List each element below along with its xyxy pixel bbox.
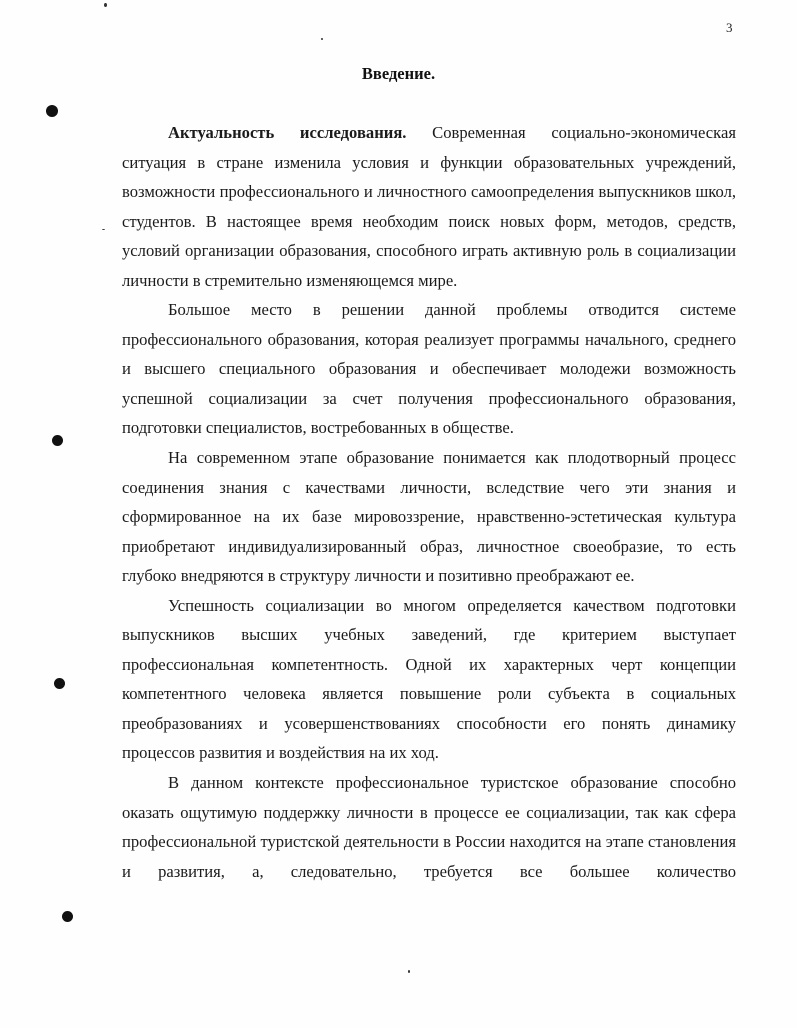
punch-hole-mark bbox=[46, 105, 58, 117]
paragraph-relevance bbox=[122, 118, 736, 295]
punch-hole-mark bbox=[62, 911, 73, 922]
punch-hole-mark bbox=[54, 678, 65, 689]
paragraph-text: Успешность социализации во многом определяется качеством подготовки выпускников высших учебных заведений, где критерием выступает профессиональная компетентность. Одной их характерных черт концепции компетентного человека является повышение роли субъекта в социальных преобразованиях и усовершенствованиях способности его понять динамику процессов развития и воздействия на их ход. bbox=[122, 595, 736, 763]
paragraph-socialization-success bbox=[122, 591, 736, 768]
paragraph-text: В данном контексте профессиональное туристское образование способно оказать ощутимую поддержку личности в процессе ее социализации, так как сфера профессиональной туристской деятельности в России находится на этапе становления и развития, а, следовательно, требуется все большее количество bbox=[122, 773, 736, 881]
page-number: 3 bbox=[726, 20, 733, 35]
paragraph-text: Современная социально-экономическая ситуация в стране изменила условия и функции образовательных учреждений, возможности профессионального и личностного самоопределения выпускников школ, студентов. В настоящее время необходим поиск новых форм, методов, средств, условий организации образования, способного играть активную роль в социализации личности в стремительно изменяющемся мире. bbox=[122, 123, 736, 290]
scan-speck bbox=[408, 970, 410, 973]
punch-hole-mark bbox=[52, 435, 63, 446]
scan-speck bbox=[321, 38, 323, 40]
scan-speck bbox=[104, 3, 107, 7]
paragraph-lead: Актуальность исследования. bbox=[168, 123, 407, 142]
paragraph-vocational-system bbox=[122, 295, 736, 443]
paragraph-text: На современном этапе образование понимается как плодотворный процесс соединения знания с качествами личности, вследствие чего эти знания и сформированное на их базе мировоззрение, нравственно-эстетическая культура приобретают индивидуализированный образ, личностное своеобразие, то есть глубоко внедряются в структуру личности и позитивно преображают ее. bbox=[122, 448, 736, 586]
page-title: Введение. bbox=[361, 64, 436, 83]
scan-speck bbox=[102, 229, 105, 230]
paragraph-tourism-education bbox=[122, 768, 736, 886]
body-text bbox=[122, 118, 736, 886]
paragraph-text: Большое место в решении данной проблемы отводится системе профессионального образования, которая реализует программы начального, среднего и высшего специального образования и обеспечивает молодежи возможность успешной социализации за счет получения профессионального образования, подготовки специалистов, востребованных в обществе. bbox=[122, 300, 736, 438]
paragraph-modern-education bbox=[122, 443, 736, 591]
